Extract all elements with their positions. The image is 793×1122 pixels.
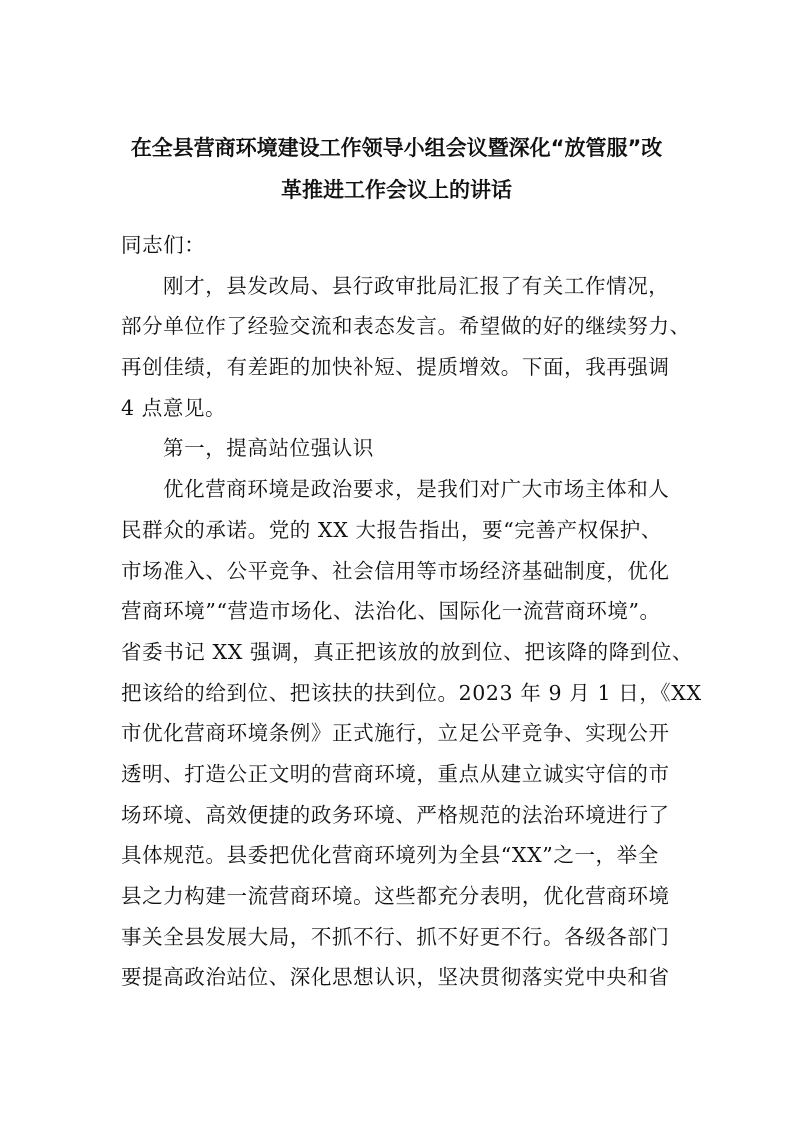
paragraph-line: 场环境、高效便捷的政务环境、严格规范的法治环境进行了: [121, 802, 670, 827]
salutation: 同志们：: [121, 233, 206, 257]
paragraph-line: 4 点意见。: [121, 395, 227, 420]
paragraph-line: 部分单位作了经验交流和表态发言。希望做的好的继续努力、: [121, 314, 691, 339]
paragraph-line: 事关全县发展大局，不抓不行、抓不好更不行。各级各部门: [121, 924, 670, 949]
paragraph-line: 优化营商环境是政治要求，是我们对广大市场主体和人: [163, 477, 670, 502]
paragraph-line: 市优化营商环境条例》正式施行，立足公平竞争、实现公开: [121, 721, 670, 746]
title-line-1: 在全县营商环境建设工作领导小组会议暨深化“放管服”改: [130, 136, 663, 160]
paragraph-line: 省委书记 XX 强调，真正把该放的放到位、把该降的降到位、: [121, 639, 694, 664]
paragraph-line: 市场准入、公平竞争、社会信用等市场经济基础制度，优化: [121, 558, 670, 583]
document-body: [121, 225, 701, 998]
paragraph-line: 把该给的给到位、把该扶的扶到位。2023 年 9 月 1 日，《XX: [121, 680, 702, 705]
paragraph-line: 具体规范。县委把优化营商环境列为全县“XX”之一，举全: [121, 843, 659, 868]
document-title: [0, 127, 793, 211]
paragraph-line: 县之力构建一流营商环境。这些都充分表明，优化营商环境: [121, 884, 670, 908]
paragraph-line: 刚才，县发改局、县行政审批局汇报了有关工作情况，: [163, 273, 670, 298]
paragraph-line: 再创佳绩，有差距的加快补短、提质增效。下面，我再强调: [121, 355, 670, 380]
paragraph-line: 民群众的承诺。党的 XX 大报告指出，要“完善产权保护、: [121, 517, 662, 542]
paragraph-line: 要提高政治站位、深化思想认识，坚决贯彻落实党中央和省: [121, 965, 670, 990]
title-line-2: 革推进工作会议上的讲话: [281, 178, 512, 202]
section-heading: 第一，提高站位强认识: [163, 436, 374, 461]
paragraph-line: 透明、打造公正文明的营商环境，重点从建立诚实守信的市: [121, 761, 670, 786]
paragraph-line: 营商环境”“营造市场化、法治化、国际化一流营商环境”。: [121, 599, 661, 624]
